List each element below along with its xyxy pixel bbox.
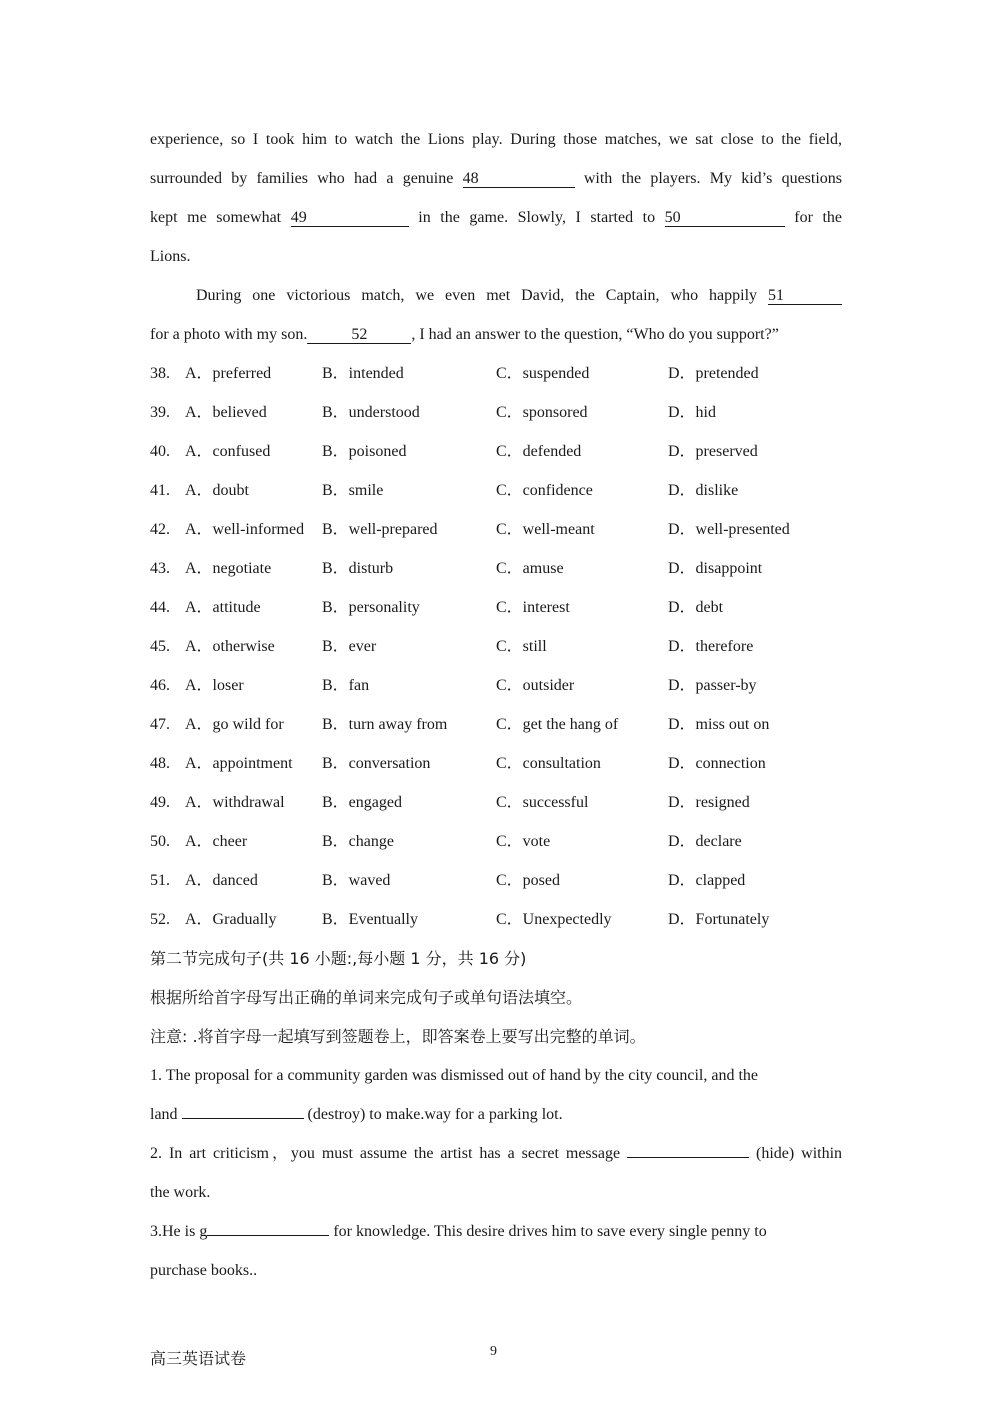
option-b: B．conversation: [322, 755, 431, 772]
option-d: D．Fortunately: [668, 911, 770, 928]
sentence-3-line-2: purchase books..: [150, 1262, 258, 1279]
option-b: B．well-prepared: [322, 521, 438, 538]
sentence-text: 2. In art criticism，you must assume the artist has a secret message: [150, 1145, 621, 1162]
option-a: A．danced: [185, 872, 258, 889]
section-instruction: 根据所给首字母写出正确的单词来完成句子或单句语法填空。: [150, 988, 583, 1007]
section-title: 第二节完成句子(共 16 小题:,每小题 1 分，共 16 分): [150, 949, 527, 968]
passage-text: for a photo with my son.: [150, 326, 308, 343]
question-row: [150, 442, 850, 462]
option-c: C．outsider: [496, 677, 575, 694]
option-c: C．well-meant: [496, 521, 595, 538]
question-row: [150, 910, 850, 930]
option-a: A．withdrawal: [185, 794, 285, 811]
passage-text: , I had an answer to the question, “Who do you support?”: [411, 326, 779, 343]
option-b: B．turn away from: [322, 716, 448, 733]
option-d: D．disappoint: [668, 560, 763, 577]
option-c: C．defended: [496, 443, 582, 460]
option-b: B．personality: [322, 599, 420, 616]
sentence-text: 3.He is g: [150, 1223, 208, 1240]
sentence-1-line-1: 1. The proposal for a community garden was dismissed out of hand by the city council, and the: [150, 1067, 759, 1084]
option-b: B．Eventually: [322, 911, 418, 928]
option-d: D．debt: [668, 599, 724, 616]
question-number: 46.: [150, 677, 170, 694]
option-d: D．therefore: [668, 638, 754, 655]
option-d: D．miss out on: [668, 716, 770, 733]
section-note: 注意: .将首字母一起填写到签题卷上，即答案卷上要写出完整的单词。: [150, 1027, 646, 1046]
blank-50: 50: [665, 209, 785, 227]
question-row: [150, 754, 850, 774]
option-a: A．negotiate: [185, 560, 272, 577]
question-row: [150, 832, 850, 852]
question-row: [150, 793, 850, 813]
question-number: 51.: [150, 872, 170, 889]
option-c: C．suspended: [496, 365, 590, 382]
blank-52: 52: [307, 326, 411, 344]
option-d: D．connection: [668, 755, 766, 772]
sentence-1-line-2: [150, 1105, 842, 1125]
blank-48: 48: [463, 170, 575, 188]
passage-text: surrounded by families who had a genuine: [150, 170, 454, 187]
option-d: D．clapped: [668, 872, 746, 889]
question-number: 47.: [150, 716, 170, 733]
option-b: B．disturb: [322, 560, 394, 577]
question-row: [150, 520, 850, 540]
question-number: 38.: [150, 365, 170, 382]
sentence-3-line-1: [150, 1222, 842, 1242]
footer-label: 高三英语试卷: [150, 1349, 247, 1368]
option-c: C．vote: [496, 833, 551, 850]
option-c: C．consultation: [496, 755, 601, 772]
sentence-text: for knowledge. This desire drives him to save every single penny to: [333, 1223, 767, 1240]
passage-text: in the game. Slowly, I started to: [418, 209, 656, 226]
option-d: D．passer-by: [668, 677, 757, 694]
option-b: B．understood: [322, 404, 420, 421]
option-b: B．poisoned: [322, 443, 407, 460]
option-c: C．interest: [496, 599, 570, 616]
answer-blank: [182, 1118, 304, 1119]
question-number: 42.: [150, 521, 170, 538]
passage-line-2: [150, 169, 842, 189]
passage-line-3: [150, 208, 842, 228]
blank-49: 49: [291, 209, 409, 227]
option-b: B．change: [322, 833, 394, 850]
question-row: [150, 871, 850, 891]
option-a: A．confused: [185, 443, 271, 460]
passage-line-4: Lions.: [150, 248, 191, 265]
option-a: A．attitude: [185, 599, 261, 616]
question-row: [150, 559, 850, 579]
option-c: C．posed: [496, 872, 561, 889]
option-d: D．dislike: [668, 482, 739, 499]
option-b: B．engaged: [322, 794, 402, 811]
sentence-2-line-1: [150, 1144, 842, 1164]
answer-blank: [627, 1157, 749, 1158]
option-c: C．confidence: [496, 482, 593, 499]
question-number: 49.: [150, 794, 170, 811]
option-a: A．believed: [185, 404, 267, 421]
passage-line-5: [196, 286, 842, 306]
question-number: 41.: [150, 482, 170, 499]
answer-blank: [207, 1235, 329, 1236]
option-a: A．otherwise: [185, 638, 275, 655]
passage-text: with the players. My kid’s questions: [583, 170, 843, 187]
option-b: B．waved: [322, 872, 391, 889]
option-a: A．doubt: [185, 482, 250, 499]
question-row: [150, 481, 850, 501]
option-d: D．preserved: [668, 443, 758, 460]
option-a: A．appointment: [185, 755, 293, 772]
option-b: B．intended: [322, 365, 404, 382]
sentence-2-line-2: the work.: [150, 1184, 211, 1201]
option-c: C．still: [496, 638, 547, 655]
option-d: D．hid: [668, 404, 717, 421]
question-row: [150, 676, 850, 696]
option-b: B．fan: [322, 677, 370, 694]
option-a: A．go wild for: [185, 716, 284, 733]
option-d: D．declare: [668, 833, 742, 850]
option-d: D．pretended: [668, 365, 759, 382]
option-a: A．cheer: [185, 833, 248, 850]
option-c: C．Unexpectedly: [496, 911, 612, 928]
passage-text: During one victorious match, we even met David, the Captain, who happily: [196, 287, 758, 304]
sentence-text: (hide) within: [756, 1145, 843, 1162]
option-a: A．preferred: [185, 365, 272, 382]
question-number: 43.: [150, 560, 170, 577]
option-c: C．successful: [496, 794, 589, 811]
page-number: 9: [490, 1344, 497, 1359]
option-b: B．smile: [322, 482, 384, 499]
option-c: C．amuse: [496, 560, 564, 577]
sentence-text: (destroy) to make.way for a parking lot.: [307, 1106, 563, 1123]
question-number: 50.: [150, 833, 170, 850]
passage-line-1: experience, so I took him to watch the Lions play. During those matches, we sat close to the field,: [150, 131, 842, 148]
question-number: 39.: [150, 404, 170, 421]
option-b: B．ever: [322, 638, 377, 655]
question-row: [150, 364, 850, 384]
question-number: 40.: [150, 443, 170, 460]
question-row: [150, 403, 850, 423]
question-row: [150, 715, 850, 735]
passage-line-6: [150, 325, 842, 345]
question-row: [150, 637, 850, 657]
option-c: C．get the hang of: [496, 716, 619, 733]
question-row: [150, 598, 850, 618]
option-a: A．loser: [185, 677, 244, 694]
question-number: 48.: [150, 755, 170, 772]
option-d: D．well-presented: [668, 521, 790, 538]
option-c: C．sponsored: [496, 404, 588, 421]
option-d: D．resigned: [668, 794, 750, 811]
question-number: 52.: [150, 911, 170, 928]
blank-51: 51: [768, 287, 842, 305]
passage-text: kept me somewhat: [150, 209, 282, 226]
option-a: A．Gradually: [185, 911, 277, 928]
passage-text: for the: [794, 209, 843, 226]
question-number: 44.: [150, 599, 170, 616]
option-a: A．well-informed: [185, 521, 305, 538]
question-number: 45.: [150, 638, 170, 655]
sentence-text: land: [150, 1106, 178, 1123]
